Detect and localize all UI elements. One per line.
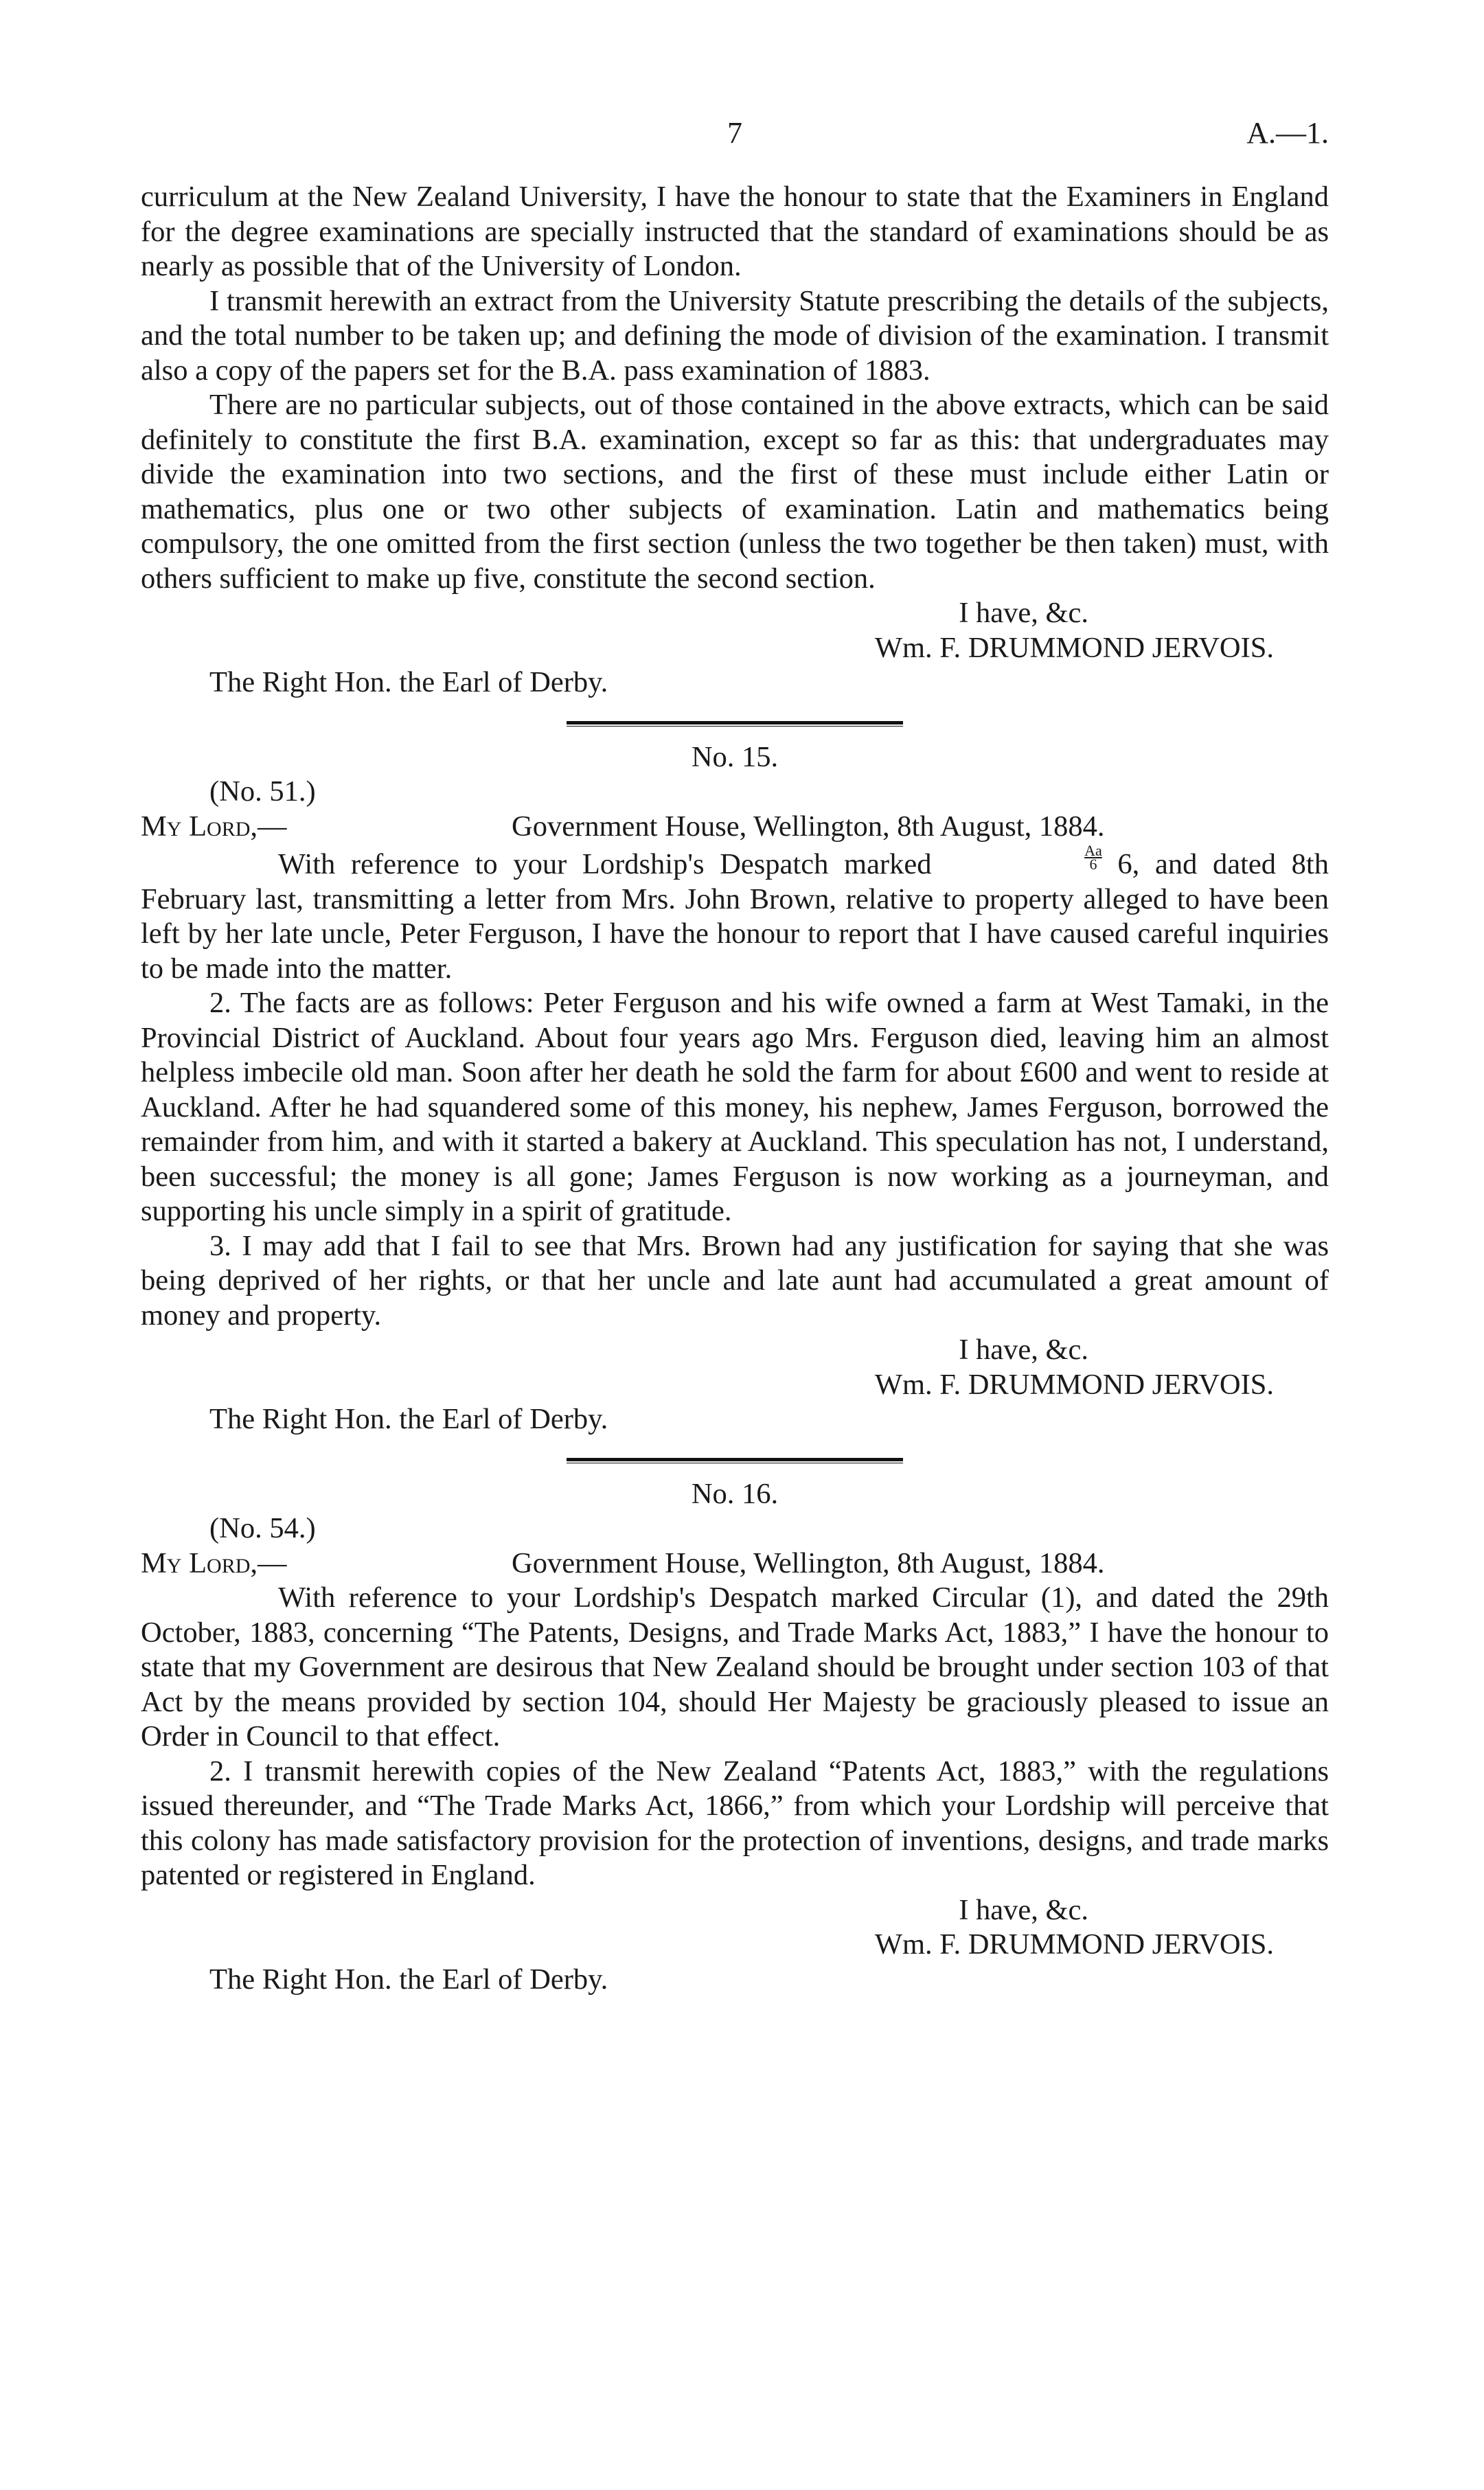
despatch-15-place-date: Government House, Wellington, 8th August, 1884.	[512, 810, 1105, 843]
despatch-15-salutation-line	[141, 810, 1329, 845]
despatch-16-place-date: Government House, Wellington, 8th August, 1884.	[512, 1546, 1105, 1579]
letter-14-paragraph-2: I transmit herewith an extract from the University Statute prescribing the details of the subjects, and the total number to be taken up; and defining the mode of division of the examination. I transmit also a copy of the papers set for the B.A. pass examination of 1883.	[141, 284, 1329, 387]
letter-14-signature: Wm. F. DRUMMOND JERVOIS.	[874, 631, 1274, 664]
despatch-mark-stamp	[947, 844, 1102, 871]
stamp-bottom: 6	[1089, 856, 1097, 873]
despatch-15-paragraph-3: 3. I may add that I fail to see that Mrs. Brown had any justification for saying that she was being deprived of her rights, or that her uncle and late aunt had accumulated a great amount of money and property.	[141, 1229, 1329, 1332]
section-divider	[567, 1458, 903, 1463]
despatch-number-15: No. 15.	[691, 740, 779, 773]
despatch-15-paragraph-1-start: With reference to your Lordship's Despatch marked	[278, 848, 948, 880]
letter-14-section	[141, 180, 1329, 1997]
despatch-15-paragraph-1-end: 6, and dated 8th February last, transmitting a letter from Mrs. John Brown, relative to property alleged to have been left by her late uncle, Peter Ferguson, I have the honour to report that I have caused careful inquiries to be made into the matter.	[141, 848, 1329, 985]
despatch-16-signature: Wm. F. DRUMMOND JERVOIS.	[874, 1928, 1274, 1961]
letter-14-closing: I have, &c.	[959, 597, 1088, 629]
despatch-15-closing: I have, &c.	[959, 1334, 1088, 1366]
despatch-number-16: No. 16.	[691, 1477, 779, 1510]
page-number: 7	[727, 116, 742, 150]
stamp-top: Aa	[1084, 842, 1102, 859]
despatch-15-paragraph-2: 2. The facts are as follows: Peter Ferguson and his wife owned a farm at West Tamaki, in the Provincial District of Auckland. About four years ago Mrs. Ferguson died, leaving him an almost helpless imbecile old man. Soon after her death he sold the farm for about £600 and went to reside at Auckland. After he had squandered some of this money, his nephew, James Ferguson, borrowed the remainder from him, and with it started a bakery at Auckland. This speculation has not, I understand, been successful; the money is all gone; James Ferguson is now working as a journeyman, and supporting his uncle simply in a spirit of gratitude.	[141, 987, 1329, 1227]
despatch-16-salutation: My Lord,—	[141, 1546, 287, 1579]
letter-14-paragraph-3: There are no particular subjects, out of those contained in the above extracts, which can be said definitely to constitute the first B.A. examination, except so far as this: that undergraduates may divide the examination into two sections, and the first of these must include either Latin or mathematics, plus one or two other subjects of examination. Latin and mathematics being compulsory, the one omitted from the first section (unless the two together be then taken) must, with others sufficient to make up five, constitute the second section.	[141, 389, 1329, 595]
despatch-15-signature: Wm. F. DRUMMOND JERVOIS.	[874, 1368, 1274, 1401]
section-divider	[567, 721, 903, 727]
despatch-15-addressee: The Right Hon. the Earl of Derby.	[209, 1403, 608, 1435]
despatch-15-reference: (No. 51.)	[209, 775, 316, 808]
page-header	[141, 115, 1329, 157]
despatch-16-salutation-line	[141, 1546, 1329, 1581]
despatch-16-paragraph-2: 2. I transmit herewith copies of the New Zealand “Patents Act, 1883,” with the regulations issued thereunder, and “The Trade Marks Act, 1866,” from which your Lordship will perceive that this colony has made satisfactory provision for the protection of inventions, designs, and trade marks patented or registered in England.	[141, 1755, 1329, 1891]
despatch-16-closing: I have, &c.	[959, 1893, 1088, 1926]
letter-14-paragraph-1: curriculum at the New Zealand University, I have the honour to state that the Examiners in England for the degree examinations are specially instructed that the standard of examinations should be as nearly as possible that of the University of London.	[141, 181, 1329, 282]
despatch-16-addressee: The Right Hon. the Earl of Derby.	[209, 1963, 608, 1996]
despatch-16-reference: (No. 54.)	[209, 1512, 316, 1544]
despatch-15-salutation: My Lord,—	[141, 810, 287, 843]
letter-14-addressee: The Right Hon. the Earl of Derby.	[209, 666, 608, 698]
document-reference: A.—1.	[1246, 116, 1329, 150]
despatch-16-paragraph-1: With reference to your Lordship's Despatch marked Circular (1), and dated the 29th October, 1883, concerning “The Patents, Designs, and Trade Marks Act, 1883,” I have the honour to state that my Government are desirous that New Zealand should be brought under section 103 of that Act by the means provided by section 104, should Her Majesty be graciously pleased to issue an Order in Council to that effect.	[141, 1581, 1329, 1752]
despatch-15-paragraph-1	[141, 844, 1329, 986]
